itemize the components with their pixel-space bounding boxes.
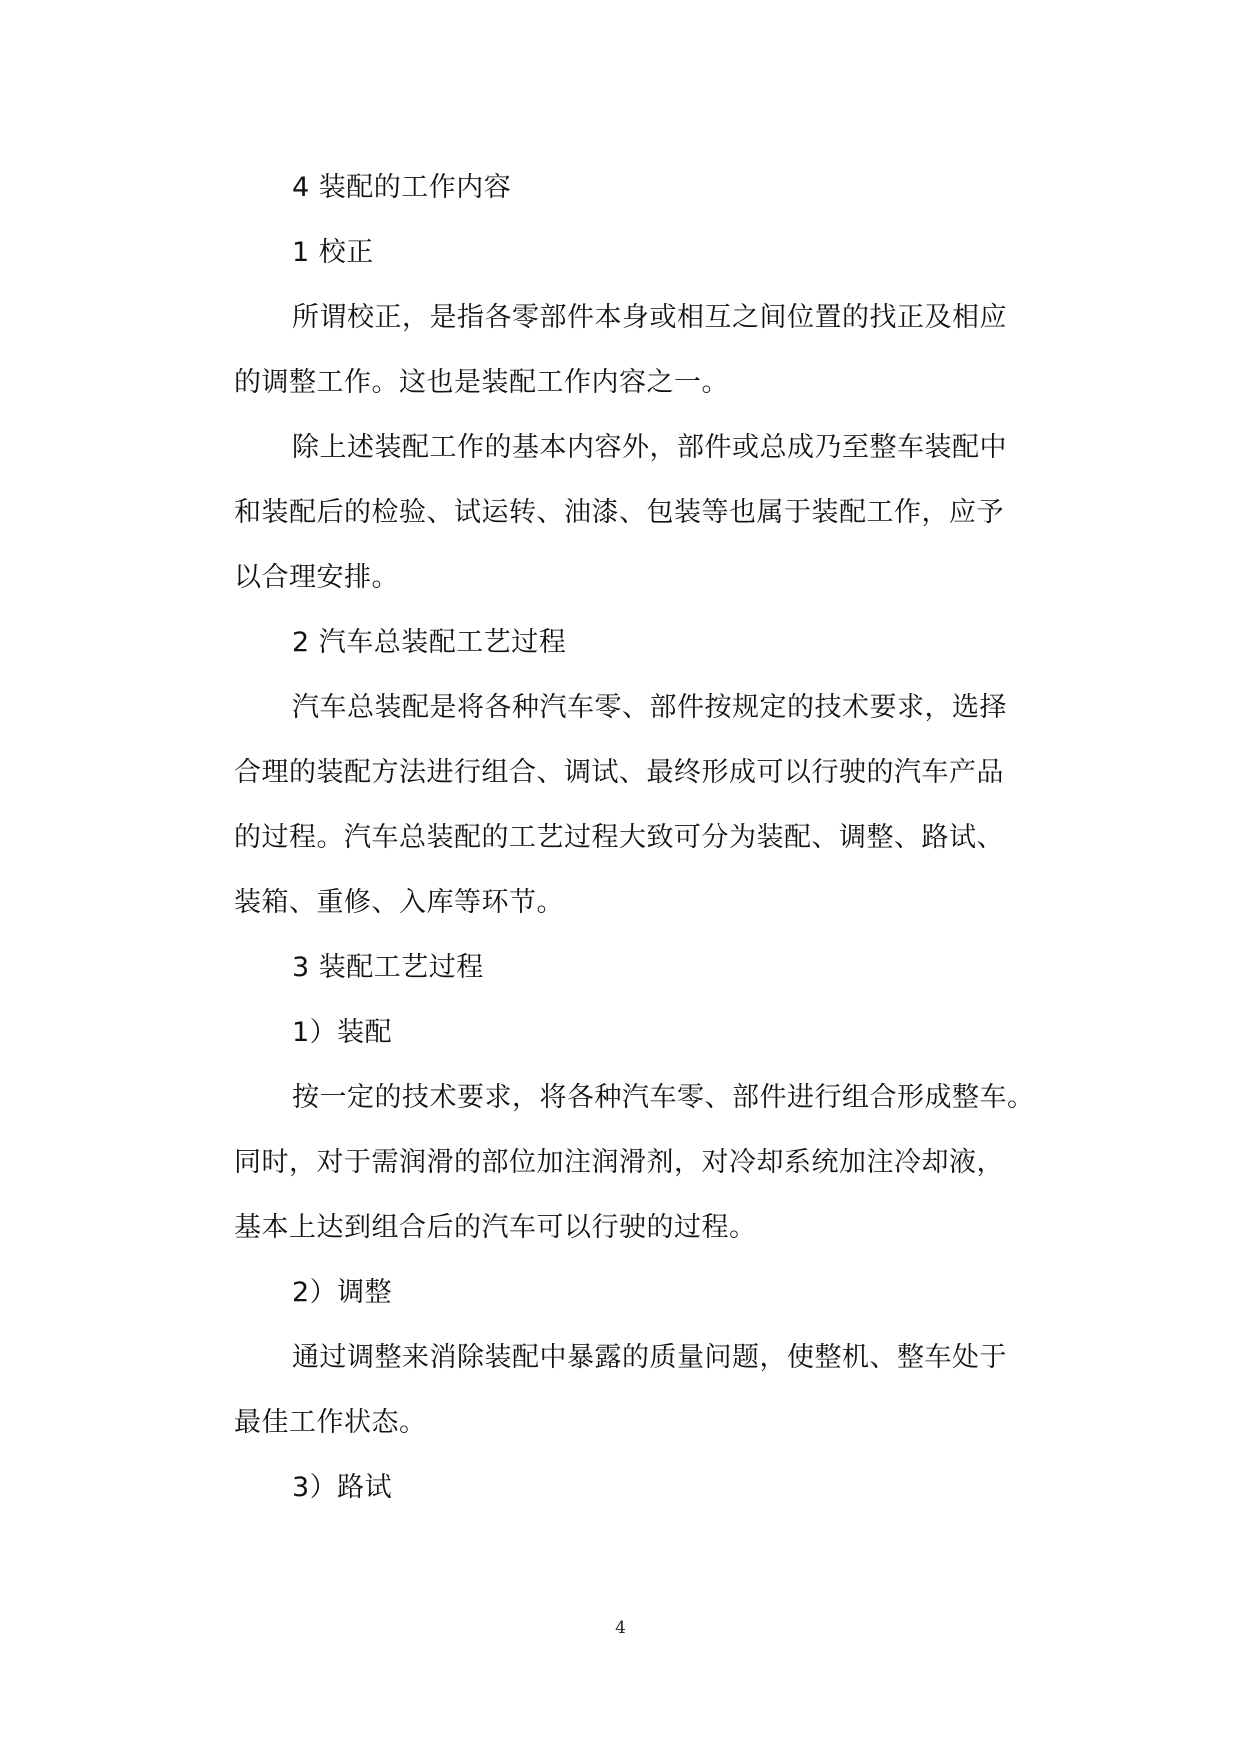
paragraph-line: 汽车总装配是将各种汽车零、部件按规定的技术要求，选择	[292, 692, 1007, 723]
paragraph-line: 按一定的技术要求，将各种汽车零、部件进行组合形成整车。	[292, 1082, 1035, 1113]
paragraph-line: 所谓校正，是指各零部件本身或相互之间位置的找正及相应	[292, 302, 1007, 333]
document-body	[234, 155, 1044, 1520]
paragraph-line: 的调整工作。这也是装配工作内容之一。	[234, 367, 729, 398]
paragraph-line: 和装配后的检验、试运转、油漆、包装等也属于装配工作，应予	[234, 497, 1004, 528]
page-number: 4	[615, 1618, 626, 1638]
paragraph-line: 除上述装配工作的基本内容外，部件或总成乃至整车装配中	[292, 432, 1007, 463]
paragraph-line: 以合理安排。	[234, 562, 399, 593]
paragraph-line: 合理的装配方法进行组合、调试、最终形成可以行驶的汽车产品	[234, 757, 1004, 788]
subheading-assembly: 1）装配	[292, 1017, 393, 1048]
paragraph-line: 同时，对于需润滑的部位加注润滑剂，对冷却系统加注冷却液，	[234, 1147, 1004, 1178]
section-heading-work-content: 4 装配的工作内容	[292, 172, 512, 203]
subheading-correction: 1 校正	[292, 237, 374, 268]
paragraph-line: 基本上达到组合后的汽车可以行驶的过程。	[234, 1212, 757, 1243]
subheading-adjustment: 2）调整	[292, 1277, 393, 1308]
paragraph-line: 的过程。汽车总装配的工艺过程大致可分为装配、调整、路试、	[234, 822, 1004, 853]
subheading-road-test: 3）路试	[292, 1472, 393, 1503]
section-heading-assembly-process: 2 汽车总装配工艺过程	[292, 627, 567, 658]
paragraph-line: 通过调整来消除装配中暴露的质量问题，使整机、整车处于	[292, 1342, 1007, 1373]
paragraph-line: 最佳工作状态。	[234, 1407, 427, 1438]
section-heading-assembly-steps: 3 装配工艺过程	[292, 952, 484, 983]
paragraph-line: 装箱、重修、入库等环节。	[234, 887, 564, 918]
